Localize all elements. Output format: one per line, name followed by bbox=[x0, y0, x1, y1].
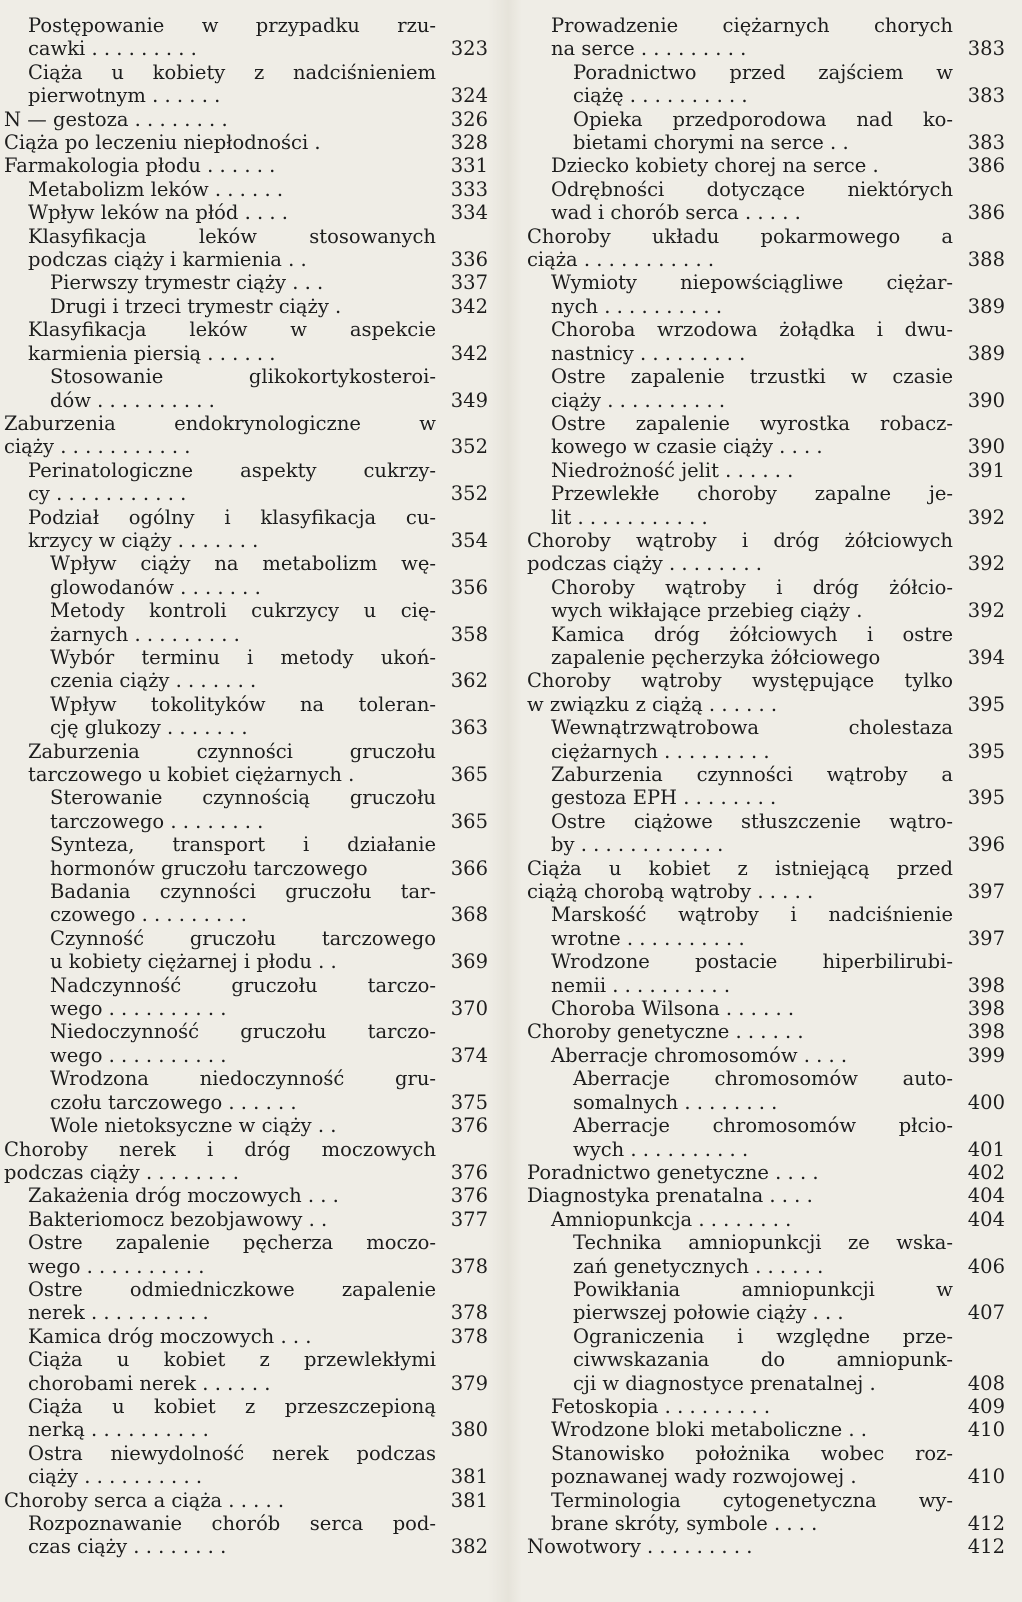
toc-entry-text: Drugi i trzeci trymestr ciąży . bbox=[50, 294, 342, 318]
toc-entry bbox=[4, 506, 488, 553]
toc-entry-text: czenia ciąży . . . . . . . bbox=[50, 669, 257, 693]
toc-entry-text: dów . . . . . . . . . . bbox=[50, 388, 215, 412]
toc-entry-text: Czynność gruczołu tarczowego bbox=[50, 926, 436, 950]
toc-entry bbox=[4, 1512, 488, 1559]
toc-entry-text: Ciąża u kobiet z istniejącą przed bbox=[527, 856, 953, 880]
toc-page-number: 362 bbox=[450, 669, 488, 693]
toc-entry-text: podczas ciąży . . . . . . . . bbox=[4, 1160, 239, 1184]
toc-entry-text: Aberracje chromosomów płcio- bbox=[573, 1114, 953, 1138]
toc-entry bbox=[527, 154, 1005, 177]
toc-entry bbox=[4, 1348, 488, 1395]
toc-entry-text: Choroba wrzodowa żołądka i dwu- bbox=[551, 318, 953, 342]
toc-entry bbox=[527, 903, 1005, 950]
toc-entry bbox=[4, 740, 488, 787]
toc-entry bbox=[4, 1489, 488, 1512]
toc-entry-text: czowego . . . . . . . . . bbox=[50, 903, 247, 927]
toc-entry bbox=[527, 810, 1005, 857]
toc-entry bbox=[527, 857, 1005, 904]
toc-page-number: 390 bbox=[967, 435, 1005, 459]
toc-entry-text: poznawanej wady rozwojowej . bbox=[551, 1465, 857, 1489]
toc-entry bbox=[4, 552, 488, 599]
toc-entry-text: wego . . . . . . . . . . bbox=[50, 997, 227, 1021]
toc-page-number: 378 bbox=[450, 1324, 488, 1348]
toc-entry-text: wrotne . . . . . . . . . . bbox=[551, 926, 745, 950]
toc-page-number: 404 bbox=[967, 1184, 1005, 1208]
toc-entry bbox=[4, 1325, 488, 1348]
toc-entry-text: kowego w czasie ciąży . . . . bbox=[551, 435, 823, 459]
toc-entry bbox=[527, 1418, 1005, 1441]
toc-entry-text: Podział ogólny i klasyfikacja cu- bbox=[28, 505, 436, 529]
toc-entry-text: Poradnictwo przed zajściem w bbox=[573, 60, 953, 84]
toc-entry-text: zapalenie pęcherzyka żółciowego bbox=[551, 645, 881, 669]
toc-entry-text: Stanowisko położnika wobec roz- bbox=[551, 1441, 953, 1465]
toc-page-number: 382 bbox=[450, 1535, 488, 1559]
toc-page-number: 379 bbox=[450, 1371, 488, 1395]
toc-entry-text: ciążą chorobą wątroby . . . . . bbox=[527, 880, 814, 904]
toc-page-number: 395 bbox=[967, 692, 1005, 716]
toc-entry-text: Aberracje chromosomów . . . . bbox=[551, 1043, 848, 1067]
toc-page-number: 400 bbox=[967, 1090, 1005, 1114]
toc-page-number: 358 bbox=[450, 622, 488, 646]
toc-page-number: 412 bbox=[967, 1512, 1005, 1535]
toc-entry-text: Kamica dróg moczowych . . . bbox=[28, 1324, 312, 1348]
toc-entry bbox=[4, 412, 488, 459]
toc-entry-text: podczas ciąży i karmienia . . bbox=[28, 248, 307, 272]
toc-page-number: 378 bbox=[450, 1254, 488, 1278]
toc-page-number: 377 bbox=[450, 1207, 488, 1231]
toc-entry-text: Ciąża u kobiety z nadciśnieniem bbox=[28, 60, 436, 84]
toc-entry-text: zań genetycznych . . . . . . bbox=[573, 1254, 824, 1278]
toc-entry-text: na serce . . . . . . . . . bbox=[551, 37, 747, 61]
toc-entry-text: Pierwszy trymestr ciąży . . . bbox=[50, 271, 324, 295]
toc-entry bbox=[527, 1184, 1005, 1207]
toc-entry-text: Dziecko kobiety chorej na serce . bbox=[551, 154, 879, 178]
toc-entry-text: Powikłania amniopunkcji w bbox=[573, 1277, 953, 1301]
toc-entry bbox=[4, 154, 488, 177]
toc-entry bbox=[4, 1114, 488, 1137]
toc-page-number: 392 bbox=[967, 505, 1005, 529]
toc-page-number: 404 bbox=[967, 1207, 1005, 1231]
toc-page-number: 349 bbox=[450, 388, 488, 412]
toc-entry-text: Ostre zapalenie pęcherza moczo- bbox=[28, 1231, 436, 1255]
toc-page-number: 363 bbox=[450, 716, 488, 740]
toc-entry-text: nemii . . . . . . . . . . bbox=[551, 973, 731, 997]
toc-entry-text: Choroby nerek i dróg moczowych bbox=[4, 1137, 436, 1161]
toc-entry-text: glowodanów . . . . . . . bbox=[50, 575, 261, 599]
toc-entry bbox=[527, 763, 1005, 810]
toc-entry-text: Synteza, transport i działanie bbox=[50, 833, 436, 857]
toc-entry bbox=[4, 1067, 488, 1114]
toc-entry bbox=[527, 108, 1005, 155]
toc-page-number: 392 bbox=[967, 552, 1005, 576]
toc-page-number: 381 bbox=[450, 1465, 488, 1489]
toc-entry-text: ciąża . . . . . . . . . . . bbox=[527, 248, 715, 272]
toc-page-number: 398 bbox=[967, 973, 1005, 997]
toc-entry bbox=[4, 1395, 488, 1442]
toc-page-number: 412 bbox=[967, 1535, 1005, 1559]
toc-entry-text: Bakteriomocz bezobjawowy . . bbox=[28, 1207, 328, 1231]
toc-entry-text: Rozpoznawanie chorób serca pod- bbox=[28, 1512, 436, 1535]
toc-page-number: 410 bbox=[967, 1418, 1005, 1442]
toc-page-number: 410 bbox=[967, 1465, 1005, 1489]
toc-entry-text: nerek . . . . . . . . . . bbox=[28, 1301, 209, 1325]
toc-entry-text: lit . . . . . . . . . . . bbox=[551, 505, 708, 529]
toc-entry-text: Zaburzenia czynności wątroby a bbox=[551, 763, 953, 786]
toc-page-number: 386 bbox=[967, 154, 1005, 178]
toc-entry bbox=[4, 693, 488, 740]
toc-entry bbox=[527, 1208, 1005, 1231]
toc-entry-text: pierwszej połowie ciąży . . . bbox=[573, 1301, 844, 1325]
toc-page-number: 370 bbox=[450, 997, 488, 1021]
toc-entry-text: Nadczynność gruczołu tarczo- bbox=[50, 973, 436, 997]
toc-page-number: 388 bbox=[967, 248, 1005, 272]
toc-page-number: 342 bbox=[450, 341, 488, 365]
toc-entry-text: Zaburzenia endokrynologiczne w bbox=[4, 411, 436, 435]
toc-entry-text: krzycy w ciąży . . . . . . . bbox=[28, 528, 259, 552]
toc-entry-text: Diagnostyka prenatalna . . . . bbox=[527, 1184, 813, 1208]
toc-entry-text: tarczowego u kobiet ciężarnych . bbox=[28, 763, 355, 786]
toc-entry-text: nastnicy . . . . . . . . . bbox=[551, 341, 746, 365]
toc-entry bbox=[527, 412, 1005, 459]
toc-page-number: 328 bbox=[450, 131, 488, 155]
toc-entry bbox=[527, 997, 1005, 1020]
toc-entry-text: Wybór terminu i metody ukoń- bbox=[50, 645, 436, 669]
toc-entry bbox=[4, 833, 488, 880]
toc-page-number: 396 bbox=[967, 833, 1005, 857]
toc-entry-text: Choroby wątroby i dróg żółciowych bbox=[527, 528, 953, 552]
toc-entry bbox=[4, 786, 488, 833]
toc-entry bbox=[4, 1184, 488, 1207]
toc-entry bbox=[4, 1208, 488, 1231]
toc-entry-text: wych . . . . . . . . . . bbox=[573, 1137, 749, 1161]
toc-entry bbox=[527, 716, 1005, 763]
toc-entry bbox=[4, 14, 488, 61]
toc-entry-text: nerką . . . . . . . . . . bbox=[28, 1418, 209, 1442]
toc-entry-text: ciężarnych . . . . . . . . . bbox=[551, 739, 770, 763]
toc-entry bbox=[527, 271, 1005, 318]
toc-entry-text: ciąży . . . . . . . . . . . bbox=[4, 435, 191, 459]
toc-entry-text: Metody kontroli cukrzycy u cię- bbox=[50, 599, 436, 623]
toc-entry-text: Ciąża u kobiet z przewlekłymi bbox=[28, 1348, 436, 1372]
toc-entry-text: Poradnictwo genetyczne . . . . bbox=[527, 1160, 819, 1184]
toc-entry bbox=[527, 669, 1005, 716]
toc-entry-text: hormonów gruczołu tarczowego bbox=[50, 856, 368, 880]
toc-entry bbox=[527, 1442, 1005, 1489]
toc-entry bbox=[4, 599, 488, 646]
toc-entry-text: żarnych . . . . . . . . . bbox=[50, 622, 240, 646]
toc-entry-text: Ostre zapalenie trzustki w czasie bbox=[551, 365, 953, 389]
toc-entry-text: N — gestoza . . . . . . . . bbox=[4, 107, 228, 131]
toc-entry bbox=[4, 646, 488, 693]
toc-entry-text: Choroby wątroby występujące tylko bbox=[527, 669, 953, 693]
toc-entry-text: Klasyfikacja leków w aspekcie bbox=[28, 318, 436, 342]
toc-column-right bbox=[527, 14, 1005, 1559]
toc-entry bbox=[527, 529, 1005, 576]
toc-entry bbox=[4, 318, 488, 365]
toc-entry bbox=[4, 880, 488, 927]
toc-page-number: 342 bbox=[450, 294, 488, 318]
toc-entry bbox=[527, 1489, 1005, 1536]
toc-column-left bbox=[4, 14, 488, 1559]
toc-entry-text: Choroba Wilsona . . . . . . bbox=[551, 997, 795, 1021]
toc-entry bbox=[527, 1325, 1005, 1395]
toc-entry-text: Niedrożność jelit . . . . . . bbox=[551, 458, 794, 482]
toc-page-number: 390 bbox=[967, 388, 1005, 412]
toc-entry-text: w związku z ciążą . . . . . . bbox=[527, 692, 778, 716]
toc-entry-text: Aberracje chromosomów auto- bbox=[573, 1067, 953, 1091]
toc-entry-text: ciąży . . . . . . . . . . bbox=[551, 388, 726, 412]
toc-entry bbox=[527, 482, 1005, 529]
toc-entry-text: Wymioty niepowściągliwe ciężar- bbox=[551, 271, 953, 295]
toc-page-number: 376 bbox=[450, 1160, 488, 1184]
toc-page-number: 383 bbox=[967, 37, 1005, 61]
toc-entry-text: Farmakologia płodu . . . . . . bbox=[4, 154, 276, 178]
toc-page-number: 392 bbox=[967, 599, 1005, 623]
toc-entry-text: Ciąża u kobiet z przeszczepioną bbox=[28, 1394, 436, 1418]
toc-entry-text: Perinatologiczne aspekty cukrzy- bbox=[28, 458, 436, 482]
toc-entry-text: Terminologia cytogenetyczna wy- bbox=[551, 1488, 953, 1512]
toc-entry bbox=[527, 1161, 1005, 1184]
toc-entry-text: pierwotnym . . . . . . bbox=[28, 84, 221, 108]
toc-page-number: 365 bbox=[450, 763, 488, 786]
toc-entry bbox=[527, 318, 1005, 365]
toc-entry bbox=[527, 178, 1005, 225]
toc-entry bbox=[4, 1020, 488, 1067]
toc-entry bbox=[4, 201, 488, 224]
toc-page-number: 383 bbox=[967, 131, 1005, 155]
toc-entry-text: Prowadzenie ciężarnych chorych bbox=[551, 14, 953, 37]
toc-entry-text: Klasyfikacja leków stosowanych bbox=[28, 224, 436, 248]
toc-entry bbox=[527, 1231, 1005, 1278]
toc-entry-text: cy . . . . . . . . . . . bbox=[28, 482, 187, 506]
toc-entry-text: Wrodzone bloki metaboliczne . . bbox=[551, 1418, 868, 1442]
toc-entry-text: Wole nietoksyczne w ciąży . . bbox=[50, 1114, 337, 1138]
toc-page-number: 337 bbox=[450, 271, 488, 295]
toc-page-number: 391 bbox=[967, 458, 1005, 482]
toc-entry bbox=[527, 1535, 1005, 1558]
toc-entry-text: karmienia piersią . . . . . . bbox=[28, 341, 276, 365]
toc-entry-text: Sterowanie czynnością gruczołu bbox=[50, 786, 436, 810]
toc-entry-text: tarczowego . . . . . . . . bbox=[50, 809, 264, 833]
toc-page-number: 378 bbox=[450, 1301, 488, 1325]
toc-page-number: 406 bbox=[967, 1254, 1005, 1278]
toc-page-number: 334 bbox=[450, 201, 488, 225]
toc-entry bbox=[4, 131, 488, 154]
toc-entry-text: brane skróty, symbole . . . . bbox=[551, 1512, 818, 1535]
toc-page-number: 402 bbox=[967, 1160, 1005, 1184]
toc-page-number: 395 bbox=[967, 739, 1005, 763]
toc-entry bbox=[527, 576, 1005, 623]
toc-entry bbox=[4, 178, 488, 201]
toc-entry-text: wego . . . . . . . . . . bbox=[50, 1043, 227, 1067]
toc-entry-text: podczas ciąży . . . . . . . . bbox=[527, 552, 762, 576]
toc-page-number: 331 bbox=[450, 154, 488, 178]
toc-entry-text: Odrębności dotyczące niektórych bbox=[551, 177, 953, 201]
toc-entry-text: Choroby serca a ciąża . . . . . bbox=[4, 1488, 285, 1512]
toc-entry-text: Badania czynności gruczołu tar- bbox=[50, 880, 436, 904]
toc-page-number: 352 bbox=[450, 435, 488, 459]
toc-page-number: 389 bbox=[967, 294, 1005, 318]
toc-page-number: 408 bbox=[967, 1371, 1005, 1395]
toc-entry-text: u kobiety ciężarnej i płodu . . bbox=[50, 950, 337, 974]
toc-entry-text: Wrodzone postacie hiperbilirubi- bbox=[551, 950, 953, 974]
toc-page-number: 383 bbox=[967, 84, 1005, 108]
toc-entry bbox=[4, 1231, 488, 1278]
toc-entry bbox=[527, 61, 1005, 108]
toc-page-number: 356 bbox=[450, 575, 488, 599]
toc-entry-text: Kamica dróg żółciowych i ostre bbox=[551, 622, 953, 646]
toc-entry bbox=[527, 14, 1005, 61]
toc-entry bbox=[4, 1278, 488, 1325]
toc-entry-text: somalnych . . . . . . . . bbox=[573, 1090, 778, 1114]
toc-entry-text: Przewlekłe choroby zapalne je- bbox=[551, 482, 953, 506]
toc-page-number: 399 bbox=[967, 1043, 1005, 1067]
page-gutter bbox=[488, 0, 522, 1602]
toc-page-number: 401 bbox=[967, 1137, 1005, 1161]
toc-entry-text: czołu tarczowego . . . . . . bbox=[50, 1090, 297, 1114]
toc-entry bbox=[4, 459, 488, 506]
toc-entry-text: by . . . . . . . . . . . . bbox=[551, 833, 724, 857]
toc-entry bbox=[527, 225, 1005, 272]
toc-entry-text: Choroby układu pokarmowego a bbox=[527, 224, 953, 248]
toc-entry bbox=[527, 459, 1005, 482]
toc-entry-text: gestoza EPH . . . . . . . . bbox=[551, 786, 777, 810]
toc-entry-text: cawki . . . . . . . . . bbox=[28, 37, 197, 61]
toc-entry-text: ciwwskazania do amniopunk- bbox=[573, 1348, 953, 1372]
toc-entry-text: Zaburzenia czynności gruczołu bbox=[28, 739, 436, 763]
toc-entry-text: ciąży . . . . . . . . . . bbox=[28, 1465, 203, 1489]
toc-entry bbox=[4, 61, 488, 108]
toc-page-number: 409 bbox=[967, 1394, 1005, 1418]
toc-entry bbox=[527, 1395, 1005, 1418]
toc-entry-text: Amniopunkcja . . . . . . . . bbox=[551, 1207, 792, 1231]
toc-entry-text: cji w diagnostyce prenatalnej . bbox=[573, 1371, 876, 1395]
toc-entry-text: Ostre zapalenie wyrostka robacz- bbox=[551, 411, 953, 435]
toc-entry bbox=[527, 1020, 1005, 1043]
toc-entry-text: Wpływ leków na płód . . . . bbox=[28, 201, 288, 225]
toc-entry-text: Stosowanie glikokortykosteroi- bbox=[50, 365, 436, 389]
toc-page-number: 380 bbox=[450, 1418, 488, 1442]
toc-page-number: 375 bbox=[450, 1090, 488, 1114]
toc-entry bbox=[4, 271, 488, 294]
toc-entry-text: Zakażenia dróg moczowych . . . bbox=[28, 1184, 339, 1208]
toc-entry-text: Nowotwory . . . . . . . . . bbox=[527, 1535, 753, 1559]
toc-page-number: 326 bbox=[450, 107, 488, 131]
toc-page-number: 394 bbox=[967, 645, 1005, 669]
toc-entry-text: Wpływ tokolityków na toleran- bbox=[50, 692, 436, 716]
toc-entry bbox=[4, 108, 488, 131]
toc-page-number: 366 bbox=[450, 856, 488, 880]
toc-entry-text: Technika amniopunkcji ze wska- bbox=[573, 1231, 953, 1255]
toc-entry-text: bietami chorymi na serce . . bbox=[573, 131, 849, 155]
toc-entry-text: wych wikłające przebieg ciąży . bbox=[551, 599, 863, 623]
toc-page-number: 407 bbox=[967, 1301, 1005, 1325]
toc-page-number: 354 bbox=[450, 528, 488, 552]
toc-entry bbox=[4, 1442, 488, 1489]
toc-page-number: 386 bbox=[967, 201, 1005, 225]
toc-entry-text: Postępowanie w przypadku rzu- bbox=[28, 14, 436, 37]
toc-entry-text: wad i chorób serca . . . . . bbox=[551, 201, 801, 225]
toc-page-number: 381 bbox=[450, 1488, 488, 1512]
toc-entry-text: Fetoskopia . . . . . . . . . bbox=[551, 1394, 771, 1418]
toc-entry-text: Ograniczenia i względne prze- bbox=[573, 1324, 953, 1348]
toc-entry-text: ciążę . . . . . . . . . . bbox=[573, 84, 748, 108]
toc-entry-text: Wrodzona niedoczynność gru- bbox=[50, 1067, 436, 1091]
toc-page-number: 376 bbox=[450, 1114, 488, 1138]
toc-page-number: 352 bbox=[450, 482, 488, 506]
toc-entry-text: Ciąża po leczeniu niepłodności . bbox=[4, 131, 321, 155]
toc-entry-text: czas ciąży . . . . . . . . bbox=[28, 1535, 227, 1559]
toc-entry bbox=[4, 1138, 488, 1185]
toc-entry bbox=[527, 1114, 1005, 1161]
toc-page-number: 398 bbox=[967, 997, 1005, 1021]
toc-page-number: 336 bbox=[450, 248, 488, 272]
toc-page-number: 365 bbox=[450, 809, 488, 833]
toc-entry-text: wego . . . . . . . . . . bbox=[28, 1254, 205, 1278]
toc-entry-text: chorobami nerek . . . . . . bbox=[28, 1371, 271, 1395]
toc-page-number: 376 bbox=[450, 1184, 488, 1208]
toc-entry-text: cję glukozy . . . . . . . bbox=[50, 716, 248, 740]
toc-entry-text: Marskość wątroby i nadciśnienie bbox=[551, 903, 953, 927]
toc-entry-text: Niedoczynność gruczołu tarczo- bbox=[50, 1020, 436, 1044]
toc-entry-text: Choroby wątroby i dróg żółcio- bbox=[551, 575, 953, 599]
toc-entry-text: Wewnątrzwątrobowa cholestaza bbox=[551, 716, 953, 740]
toc-entry bbox=[527, 623, 1005, 670]
toc-entry-text: Ostre ciążowe stłuszczenie wątro- bbox=[551, 809, 953, 833]
toc-page-number: 333 bbox=[450, 177, 488, 201]
toc-entry bbox=[527, 365, 1005, 412]
toc-page-number: 397 bbox=[967, 880, 1005, 904]
toc-entry-text: Ostre odmiedniczkowe zapalenie bbox=[28, 1277, 436, 1301]
toc-entry bbox=[527, 1067, 1005, 1114]
toc-page-number: 395 bbox=[967, 786, 1005, 810]
toc-page-number: 397 bbox=[967, 926, 1005, 950]
toc-page-number: 323 bbox=[450, 37, 488, 61]
toc-entry-text: Opieka przedporodowa nad ko- bbox=[573, 107, 953, 131]
toc-entry bbox=[527, 950, 1005, 997]
toc-entry-text: Ostra niewydolność nerek podczas bbox=[28, 1441, 436, 1465]
toc-entry-text: Wpływ ciąży na metabolizm wę- bbox=[50, 552, 436, 576]
toc-entry-text: nych . . . . . . . . . . bbox=[551, 294, 723, 318]
toc-page-number: 389 bbox=[967, 341, 1005, 365]
toc-page-number: 369 bbox=[450, 950, 488, 974]
toc-entry bbox=[4, 225, 488, 272]
toc-page-number: 324 bbox=[450, 84, 488, 108]
toc-page-number: 368 bbox=[450, 903, 488, 927]
toc-page-number: 374 bbox=[450, 1043, 488, 1067]
toc-entry bbox=[4, 295, 488, 318]
toc-entry bbox=[4, 927, 488, 974]
toc-entry bbox=[4, 974, 488, 1021]
toc-entry bbox=[4, 365, 488, 412]
toc-page-number: 398 bbox=[967, 1020, 1005, 1044]
toc-entry-text: Choroby genetyczne . . . . . . bbox=[527, 1020, 804, 1044]
toc-entry bbox=[527, 1278, 1005, 1325]
toc-entry-text: Metabolizm leków . . . . . . bbox=[28, 177, 284, 201]
toc-entry bbox=[527, 1044, 1005, 1067]
